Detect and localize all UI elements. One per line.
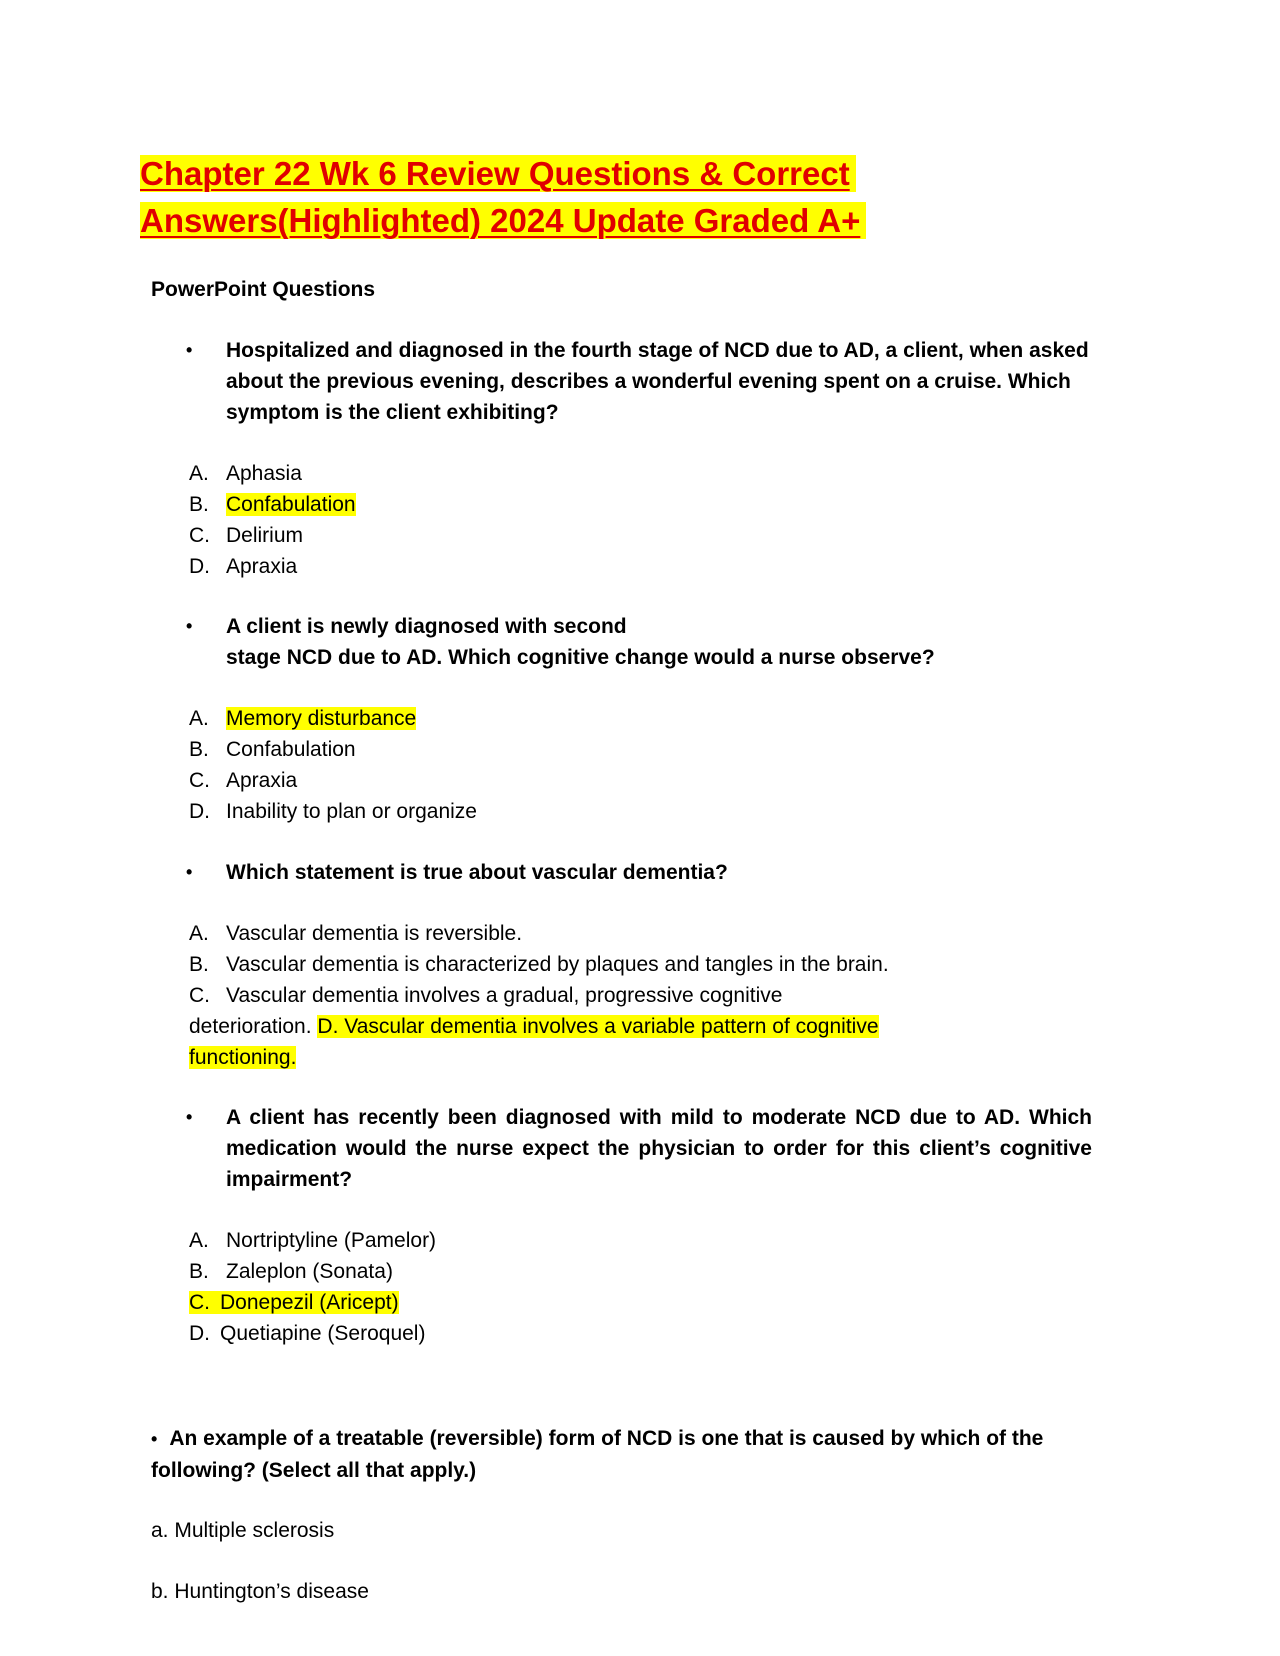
option-d: D. Apraxia	[189, 555, 298, 578]
option-c-text-line-1: Vascular dementia involves a gradual, progressive cognitive	[226, 984, 783, 1007]
bullet-icon: •	[151, 1429, 158, 1449]
option-b: B. Zaleplon (Sonata)	[189, 1260, 393, 1283]
question-2-options	[189, 703, 1089, 827]
question-1-text: Hospitalized and diagnosed in the fourth stage of NCD due to AD, a client, when asked about the previous evening, describes a wonderful evening spent on a cruise. Which symptom is the client exhibiting?	[226, 339, 1089, 424]
question-3-options	[189, 918, 1089, 980]
option-b: B. Vascular dementia is characterized by plaques and tangles in the brain.	[189, 953, 889, 976]
option-a: A. Aphasia	[189, 462, 302, 485]
option-c-correct: C. Donepezil (Aricept)	[189, 1291, 399, 1314]
option-d: D. Quetiapine (Seroquel)	[189, 1322, 426, 1345]
question-4-options	[189, 1225, 1089, 1349]
option-b-correct: B. Confabulation	[189, 493, 356, 516]
question-5-answer-a: a. Multiple sclerosis	[151, 1519, 335, 1542]
option-a-correct: A. Memory disturbance	[189, 707, 417, 730]
question-2-text-line-2: stage NCD due to AD. Which cognitive change would a nurse observe?	[226, 646, 935, 669]
bullet-icon: •	[186, 616, 193, 636]
bullet-icon: •	[186, 340, 193, 360]
question-5	[151, 1423, 1071, 1486]
question-1-options	[189, 458, 1089, 582]
question-2-text-line-1: A client is newly diagnosed with second	[226, 615, 627, 638]
title-line-2: Answers(Highlighted) 2024 Update Graded A+	[140, 202, 866, 239]
option-a: A. Nortriptyline (Pamelor)	[189, 1229, 437, 1252]
question-3-option-c-d	[189, 980, 969, 1073]
option-b: B. Confabulation	[189, 738, 356, 761]
option-a: A. Vascular dementia is reversible.	[189, 922, 523, 945]
option-c: C. Delirium	[189, 524, 304, 547]
section-label: PowerPoint Questions	[151, 278, 376, 301]
question-4	[186, 1102, 1092, 1195]
option-c-letter: C.	[189, 984, 210, 1007]
title-line-1: Chapter 22 Wk 6 Review Questions & Correct	[140, 155, 856, 192]
option-d-correct-line-2: functioning.	[189, 1046, 297, 1069]
document-title	[140, 150, 1100, 244]
bullet-icon: •	[186, 1107, 193, 1127]
question-1	[186, 335, 1092, 428]
option-c: C. Apraxia	[189, 769, 298, 792]
question-5-answer-b: b. Huntington’s disease	[151, 1580, 369, 1603]
option-d-correct: D. Vascular dementia involves a variable pattern of cognitive	[317, 1015, 879, 1038]
bullet-icon: •	[186, 862, 193, 882]
option-d: D. Inability to plan or organize	[189, 800, 477, 823]
question-4-text: A client has recently been diagnosed with mild to moderate NCD due to AD. Which medication would the nurse expect the physician to order for this client’s cognitive impairment?	[226, 1106, 1092, 1191]
question-3	[186, 857, 1092, 888]
question-2	[186, 611, 1092, 673]
question-5-text: An example of a treatable (reversible) form of NCD is one that is caused by which of the following? (Select all that apply.)	[151, 1427, 1044, 1482]
question-3-text: Which statement is true about vascular dementia?	[226, 861, 728, 884]
option-c-text-line-2: deterioration.	[189, 1015, 312, 1038]
